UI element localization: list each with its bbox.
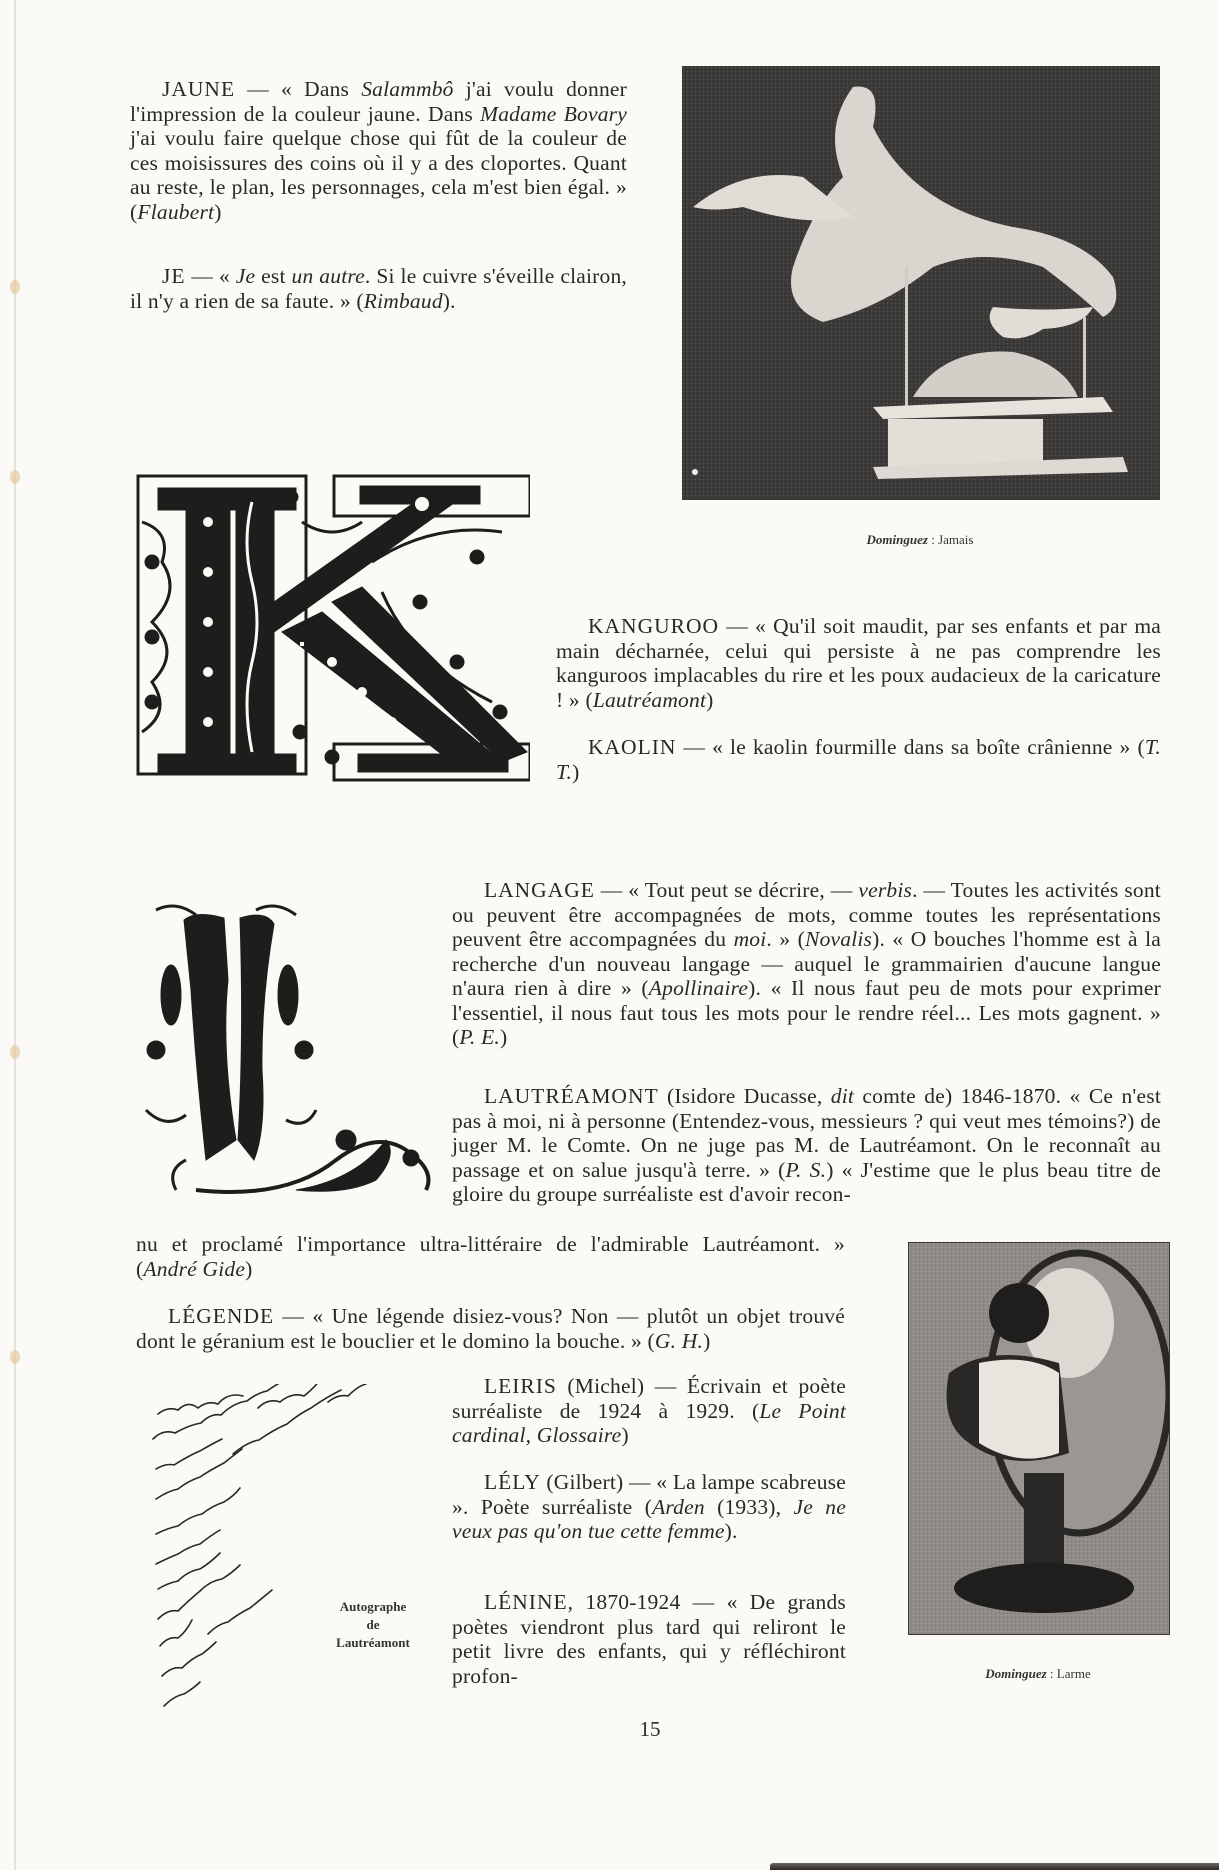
entry-lautreamont-continued (136, 1232, 845, 1281)
entry-lenine (452, 1590, 846, 1688)
caption-title: Jamais (938, 532, 974, 547)
entry-text: — « Qu'il soit maudit, par ses enfants et par ma main décharnée, celui qui persiste à ne pas comprendre les kanguroos implacables du rire et les poux audacieux de la caricature ! » ( (556, 614, 1161, 712)
entry-text: . » ( (766, 927, 806, 951)
entry-headword: KAOLIN (588, 735, 677, 759)
entry-italic: Je (235, 264, 256, 288)
photo-jamais (682, 66, 1160, 500)
entry-text: ). « Il nous faut peu de mots pour exprimer l'essentiel, il nous faut tous les mots pour le rendre réel... Les mots gagnent. » ( (452, 976, 1161, 1049)
entry-text: ) (214, 199, 222, 224)
entry-headword: LÉLY (484, 1470, 541, 1494)
entry-jaune (130, 77, 627, 224)
caption-separator: : (927, 532, 939, 547)
entry-text: ). (442, 288, 456, 313)
entry-text: j'ai voulu donner l'impression de la couleur jaune. Dans (130, 77, 628, 126)
paper-stain (10, 1350, 20, 1364)
caption-separator: : (1046, 1666, 1057, 1681)
entry-text: . — Toutes les activités sont ou peuvent être accompagnées de mots, comme toutes les représentations peuvent être accompagnées du (452, 878, 1161, 951)
entry-headword: LÉGENDE (168, 1304, 275, 1328)
entry-text: — « Dans (235, 77, 362, 101)
entry-lely (452, 1470, 846, 1544)
entry-italic: verbis (858, 878, 913, 902)
entry-text: ) (703, 1328, 711, 1353)
entry-legende (136, 1304, 845, 1353)
autograph-caption (318, 1598, 428, 1652)
caption-title: Larme (1056, 1666, 1091, 1681)
entry-italic: Je ne veux pas qu'on tue cette femme (452, 1494, 846, 1543)
entry-text: (1933), (704, 1494, 794, 1519)
handwriting-image (148, 1384, 438, 1714)
paper-stain (10, 1045, 20, 1059)
entry-italic: Arden (652, 1494, 705, 1519)
entry-text: — « (185, 264, 236, 288)
entry-text: ) (621, 1423, 629, 1447)
entry-citation: Flaubert (137, 199, 215, 224)
entry-text: — « Tout peut se décrire, — (594, 878, 859, 902)
entry-text: ). « O bouches l'homme est à la recherche d'un nouveau langage — auquel le grammairien d'aucune langue n'aura rien à dire » ( (452, 927, 1161, 1000)
entry-text: comte de) 1846-1870. « Ce n'est pas à moi, ni à personne (Entendez-vous, messieurs ? qui veut mes témoins?) de juger M. le Comte. On ne juge pas M. de Lautréamont. On le reconnaît au passage et on salue jusqu'à terre. » ( (452, 1084, 1161, 1182)
entry-headword: LANGAGE (484, 878, 595, 902)
caption-jamais (830, 532, 1010, 548)
dropcap-k (132, 462, 530, 786)
entry-italic: dit (830, 1084, 855, 1108)
entry-headword: LAUTRÉAMONT (484, 1084, 659, 1108)
entry-text: est (255, 264, 292, 288)
entry-langage (452, 878, 1161, 1050)
entry-citation: G. H. (654, 1328, 704, 1353)
entry-kanguroo (556, 614, 1161, 712)
entry-text: nu et proclamé l'importance ultra-littéraire de l'admirable Lautréamont. » ( (136, 1232, 845, 1281)
entry-leiris (452, 1374, 846, 1448)
entry-italic: Salammbô (361, 77, 454, 101)
ornamental-k-icon (132, 462, 530, 786)
entry-text: . Si le cuivre s'éveille clairon, il n'y a rien de sa faute. » ( (130, 264, 628, 313)
entry-citation: Lautréamont (592, 687, 707, 712)
entry-headword: LEIRIS (484, 1374, 557, 1398)
ornamental-l-icon (136, 890, 448, 1206)
autograph-caption-line: Lautréamont (336, 1635, 410, 1650)
entry-text: (Michel) — Écrivain et poète surréaliste de 1924 à 1929. ( (452, 1374, 846, 1423)
lautreamont-autograph (148, 1384, 438, 1714)
entry-italic: moi (733, 927, 767, 951)
caption-artist: Dominguez (985, 1666, 1047, 1681)
entry-headword: JE (162, 264, 186, 288)
entry-italic: Madame Bovary (480, 101, 627, 126)
entry-headword: KANGUROO (588, 614, 720, 638)
gramophone-image (683, 67, 1159, 499)
entry-text: ) (245, 1256, 253, 1281)
entry-citation: Apollinaire (648, 976, 749, 1000)
entry-citation: P. S. (785, 1157, 827, 1182)
entry-text: ) « J'estime que le plus beau titre de gloire du groupe surréaliste est d'avoir recon- (452, 1157, 1161, 1206)
paper-stain (10, 280, 20, 294)
dropcap-l (136, 890, 448, 1206)
entry-citation: T. T. (556, 735, 1161, 784)
entry-citation: P. E. (459, 1025, 500, 1049)
caption-larme (948, 1666, 1128, 1682)
entry-text: — « Une légende disiez-vous? Non — plutôt un objet trouvé dont le géranium est le bouclier et le domino la bouche. » ( (136, 1304, 845, 1353)
entry-text: — « le kaolin fourmille dans sa boîte crânienne » ( (676, 735, 1145, 759)
entry-headword: JAUNE (162, 77, 236, 101)
entry-kaolin (556, 735, 1161, 784)
entry-text: ). (724, 1519, 738, 1543)
entry-italic: un autre (291, 264, 365, 288)
entry-text: ) (500, 1025, 508, 1049)
entry-headword: LÉNINE (484, 1590, 568, 1614)
entry-text: (Gilbert) — « La lampe scabreuse ». Poète surréaliste ( (452, 1470, 846, 1519)
caption-artist: Dominguez (866, 532, 928, 547)
entry-citation: Rimbaud (363, 288, 443, 313)
doll-mirror-image (909, 1243, 1169, 1634)
page-number: 15 (639, 1717, 661, 1741)
entry-text: (Isidore Ducasse, (658, 1084, 831, 1108)
entry-je (130, 264, 627, 313)
page-bottom-edge (770, 1863, 1219, 1870)
photo-larme (908, 1242, 1170, 1635)
entry-citation: Novalis (805, 927, 873, 951)
entry-text: , 1870-1924 — « De grands poètes viendront plus tard qui reliront le petit livre des enfants, qui y réfléchiront profon- (452, 1590, 846, 1688)
entry-text: j'ai voulu faire quelque chose qui fût de la couleur de ces moisissures des coins où il y a des cloportes. Quant au reste, le plan, les personnages, cela m'est bien égal. » ( (130, 126, 627, 224)
autograph-caption-line: Autographe (339, 1599, 407, 1614)
entry-citation: André Gide (143, 1256, 246, 1281)
entry-text: ) (572, 759, 580, 784)
paper-stain (10, 470, 20, 484)
entry-text: ) (706, 687, 714, 712)
autograph-caption-line: de (366, 1617, 380, 1632)
entry-citation: Le Point cardinal, Glossaire (452, 1398, 846, 1447)
entry-lautreamont (452, 1084, 1161, 1207)
